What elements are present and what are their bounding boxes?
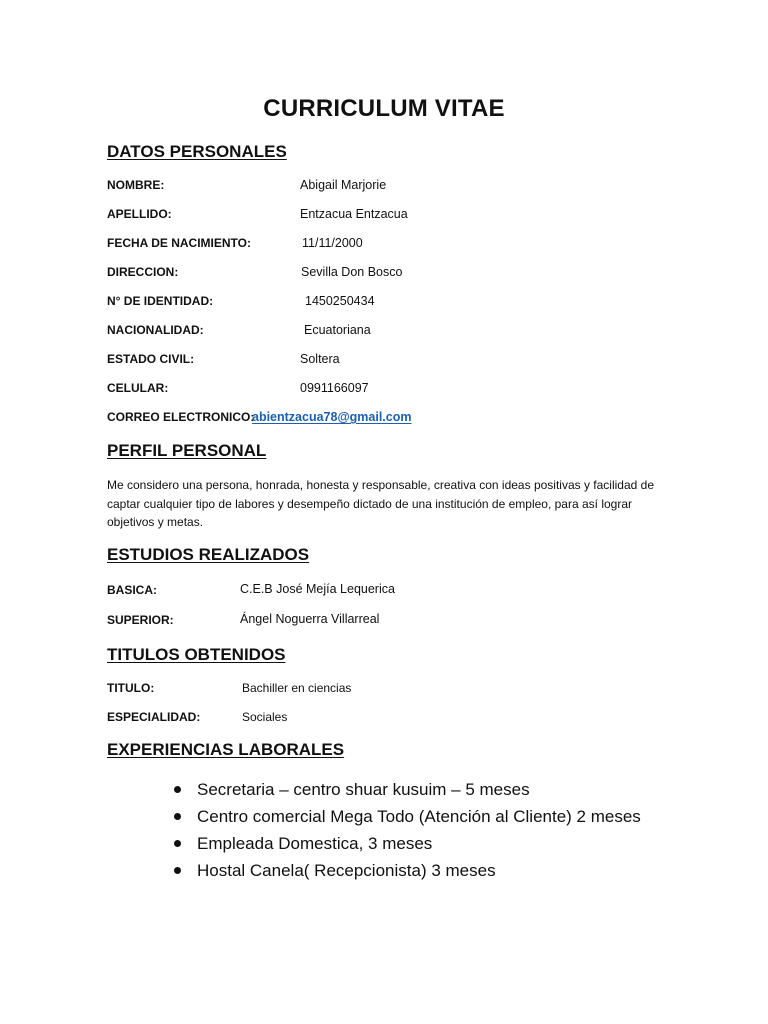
correo-label: CORREO ELECTRONICO: — [107, 410, 255, 424]
section-heading-titles: TITULOS OBTENIDOS — [107, 645, 286, 664]
identidad-label: N° DE IDENTIDAD: — [107, 294, 214, 308]
estado-civil-label: ESTADO CIVIL: — [107, 352, 195, 366]
especialidad-label: ESPECIALIDAD: — [107, 710, 201, 724]
especialidad-value: Sociales — [242, 710, 288, 724]
estado-civil-value: Soltera — [300, 352, 340, 366]
titulo-value: Bachiller en ciencias — [242, 681, 352, 695]
section-heading-profile: PERFIL PERSONAL — [107, 441, 267, 460]
section-heading-personal: DATOS PERSONALES — [107, 142, 287, 161]
apellido-value: Entzacua Entzacua — [300, 207, 408, 221]
nombre-value: Abigail Marjorie — [300, 178, 387, 192]
fecha-nacimiento-label: FECHA DE NACIMIENTO: — [107, 236, 251, 250]
identidad-value: 1450250434 — [305, 294, 375, 308]
experience-text: Hostal Canela( Recepcionista) 3 meses — [197, 861, 496, 880]
bullet-icon — [174, 813, 181, 820]
direccion-label: DIRECCION: — [107, 265, 179, 279]
page-title: CURRICULUM VITAE — [263, 95, 505, 122]
experience-text: Empleada Domestica, 3 meses — [197, 834, 433, 853]
list-item — [174, 857, 674, 884]
list-item — [174, 803, 674, 830]
celular-value: 0991166097 — [300, 381, 369, 395]
experience-text: Secretaria – centro shuar kusuim – 5 meses — [197, 780, 530, 799]
nacionalidad-value: Ecuatoriana — [304, 323, 371, 337]
bullet-icon — [174, 786, 181, 793]
profile-paragraph: Me considero una persona, honrada, honesta y responsable, creativa con ideas positivas y facilidad de captar cualquier tipo de labores y desempeño dictado de una institución de empleo, para así lograr objetivos y metas. — [107, 478, 655, 529]
list-item — [174, 830, 674, 857]
list-item — [174, 776, 674, 803]
celular-label: CELULAR: — [107, 381, 169, 395]
nacionalidad-label: NACIONALIDAD: — [107, 323, 204, 337]
superior-value: Ángel Noguerra Villarreal — [240, 612, 380, 626]
superior-label: SUPERIOR: — [107, 613, 174, 627]
bullet-icon — [174, 867, 181, 874]
section-heading-experience: EXPERIENCIAS LABORALES — [107, 740, 345, 759]
experience-text: Centro comercial Mega Todo (Atención al Cliente) 2 meses — [197, 807, 641, 826]
bullet-icon — [174, 840, 181, 847]
nombre-label: NOMBRE: — [107, 178, 165, 192]
section-heading-studies: ESTUDIOS REALIZADOS — [107, 545, 310, 564]
apellido-label: APELLIDO: — [107, 207, 172, 221]
direccion-value: Sevilla Don Bosco — [301, 265, 403, 279]
email-link[interactable]: abientzacua78@gmail.com — [252, 410, 412, 424]
titulo-label: TITULO: — [107, 681, 155, 695]
basica-label: BASICA: — [107, 583, 157, 597]
fecha-nacimiento-value: 11/11/2000 — [302, 236, 363, 250]
basica-value: C.E.B José Mejía Lequerica — [240, 582, 395, 596]
experience-list — [174, 776, 674, 884]
